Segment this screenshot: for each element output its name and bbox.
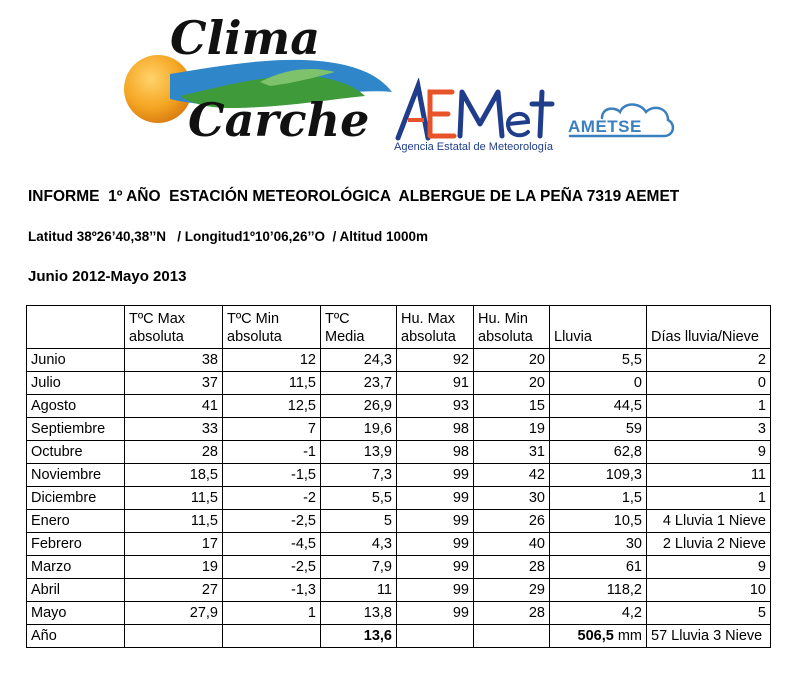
humin-cell: 28	[474, 602, 550, 625]
table-row	[27, 418, 771, 441]
tmax-cell: 27,9	[125, 602, 223, 625]
tmin-cell: -1,5	[223, 464, 321, 487]
humax-cell: 92	[397, 349, 474, 372]
svg-text:AEMet: AEMet	[390, 78, 394, 79]
rain-cell: 44,5	[550, 395, 647, 418]
days-cell: 9	[647, 556, 771, 579]
days-cell: 9	[647, 441, 771, 464]
days-cell: 2 Lluvia 2 Nieve	[647, 533, 771, 556]
humax-cell: 99	[397, 556, 474, 579]
month-cell: Junio	[27, 349, 125, 372]
total-rain-value: 506,5	[577, 628, 614, 644]
rain-cell: 10,5	[550, 510, 647, 533]
humax-cell: 98	[397, 441, 474, 464]
humin-cell: 31	[474, 441, 550, 464]
header-cell: Lluvia	[550, 306, 647, 349]
rain-cell: 30	[550, 533, 647, 556]
month-cell: Octubre	[27, 441, 125, 464]
tmed-cell: 24,3	[321, 349, 397, 372]
days-cell: 1	[647, 395, 771, 418]
month-cell: Noviembre	[27, 464, 125, 487]
table-row	[27, 579, 771, 602]
tmax-cell: 28	[125, 441, 223, 464]
total-rain-unit: mm	[617, 628, 642, 644]
table-row	[27, 533, 771, 556]
tmed-cell: 11	[321, 579, 397, 602]
tmax-cell: 19	[125, 556, 223, 579]
days-cell: 4 Lluvia 1 Nieve	[647, 510, 771, 533]
svg-text:Carche: Carche	[188, 93, 370, 147]
humin-cell: 29	[474, 579, 550, 602]
rain-cell: 0	[550, 372, 647, 395]
days-cell: 1	[647, 487, 771, 510]
days-cell: 11	[647, 464, 771, 487]
tmed-cell: 13,8	[321, 602, 397, 625]
table-header-row	[27, 306, 771, 349]
days-cell: 10	[647, 579, 771, 602]
humax-cell: 99	[397, 533, 474, 556]
climate-table	[26, 305, 771, 648]
tmed-cell: 7,3	[321, 464, 397, 487]
table-row	[27, 556, 771, 579]
header-cell: TºC Media	[321, 306, 397, 349]
rain-cell: 5,5	[550, 349, 647, 372]
header-cell: TºC Max absoluta	[125, 306, 223, 349]
days-cell: 5	[647, 602, 771, 625]
humin-cell: 20	[474, 349, 550, 372]
table-row	[27, 372, 771, 395]
header-cell: Hu. Min absoluta	[474, 306, 550, 349]
humax-cell: 99	[397, 510, 474, 533]
tmax-cell: 27	[125, 579, 223, 602]
tmed-cell: 13,9	[321, 441, 397, 464]
clima-carche-logo	[110, 4, 400, 154]
tmin-cell: 12,5	[223, 395, 321, 418]
month-cell: Diciembre	[27, 487, 125, 510]
table-row	[27, 602, 771, 625]
table-row	[27, 487, 771, 510]
humin-cell: 15	[474, 395, 550, 418]
tmin-cell: -1	[223, 441, 321, 464]
tmin-cell: -2,5	[223, 510, 321, 533]
table-row	[27, 464, 771, 487]
header-cell: Hu. Max absoluta	[397, 306, 474, 349]
rain-cell: 61	[550, 556, 647, 579]
humin-cell: 20	[474, 372, 550, 395]
tmin-cell: 11,5	[223, 372, 321, 395]
humax-cell: 91	[397, 372, 474, 395]
tmed-cell: 19,6	[321, 418, 397, 441]
empty-cell	[223, 625, 321, 648]
month-cell: Mayo	[27, 602, 125, 625]
humin-cell: 28	[474, 556, 550, 579]
humax-cell: 93	[397, 395, 474, 418]
table-row	[27, 349, 771, 372]
tmax-cell: 41	[125, 395, 223, 418]
tmed-cell: 5	[321, 510, 397, 533]
total-days-cell: 57 Lluvia 3 Nieve	[647, 625, 771, 648]
tmax-cell: 33	[125, 418, 223, 441]
tmin-cell: -4,5	[223, 533, 321, 556]
tmed-cell: 4,3	[321, 533, 397, 556]
month-cell: Agosto	[27, 395, 125, 418]
table-row	[27, 510, 771, 533]
rain-cell: 59	[550, 418, 647, 441]
total-label-cell: Año	[27, 625, 125, 648]
tmed-cell: 23,7	[321, 372, 397, 395]
humin-cell: 19	[474, 418, 550, 441]
tmin-cell: -2,5	[223, 556, 321, 579]
header-cell-empty	[27, 306, 125, 349]
empty-cell	[474, 625, 550, 648]
days-cell: 2	[647, 349, 771, 372]
humin-cell: 26	[474, 510, 550, 533]
humax-cell: 99	[397, 464, 474, 487]
month-cell: Marzo	[27, 556, 125, 579]
header-cell: TºC Min absoluta	[223, 306, 321, 349]
tmax-cell: 38	[125, 349, 223, 372]
humin-cell: 40	[474, 533, 550, 556]
month-cell: Enero	[27, 510, 125, 533]
rain-cell: 4,2	[550, 602, 647, 625]
tmed-cell: 5,5	[321, 487, 397, 510]
station-coordinates: Latitud 38º26’40,38’’N / Longitud1º10’06,26’’O / Altitud 1000m	[28, 229, 428, 244]
tmin-cell: 1	[223, 602, 321, 625]
month-cell: Febrero	[27, 533, 125, 556]
rain-cell: 118,2	[550, 579, 647, 602]
total-tmed-cell: 13,6	[321, 625, 397, 648]
tmed-cell: 26,9	[321, 395, 397, 418]
humax-cell: 99	[397, 487, 474, 510]
days-cell: 0	[647, 372, 771, 395]
tmax-cell: 11,5	[125, 487, 223, 510]
total-rain-cell	[550, 625, 647, 648]
month-cell: Julio	[27, 372, 125, 395]
empty-cell	[125, 625, 223, 648]
humax-cell: 99	[397, 579, 474, 602]
tmin-cell: -1,3	[223, 579, 321, 602]
rain-cell: 1,5	[550, 487, 647, 510]
tmax-cell: 17	[125, 533, 223, 556]
svg-text:Clima: Clima	[170, 11, 321, 65]
humax-cell: 99	[397, 602, 474, 625]
table-row	[27, 441, 771, 464]
month-cell: Abril	[27, 579, 125, 602]
humin-cell: 42	[474, 464, 550, 487]
report-period: Junio 2012-Mayo 2013	[28, 268, 187, 285]
tmin-cell: 12	[223, 349, 321, 372]
logo-area	[0, 0, 803, 170]
tmin-cell: -2	[223, 487, 321, 510]
tmax-cell: 18,5	[125, 464, 223, 487]
days-cell: 3	[647, 418, 771, 441]
tmax-cell: 11,5	[125, 510, 223, 533]
month-cell: Septiembre	[27, 418, 125, 441]
empty-cell	[397, 625, 474, 648]
total-row	[27, 625, 771, 648]
report-title: INFORME 1º AÑO ESTACIÓN METEOROLÓGICA ALBERGUE DE LA PEÑA 7319 AEMET	[28, 188, 680, 205]
humax-cell: 98	[397, 418, 474, 441]
rain-cell: 109,3	[550, 464, 647, 487]
rain-cell: 62,8	[550, 441, 647, 464]
ametse-name: AMETSE	[568, 117, 642, 136]
humin-cell: 30	[474, 487, 550, 510]
header-cell: Días lluvia/Nieve	[647, 306, 771, 349]
tmed-cell: 7,9	[321, 556, 397, 579]
tmin-cell: 7	[223, 418, 321, 441]
aemet-subtitle: Agencia Estatal de Meteorología	[394, 141, 553, 153]
table-row	[27, 395, 771, 418]
tmax-cell: 37	[125, 372, 223, 395]
